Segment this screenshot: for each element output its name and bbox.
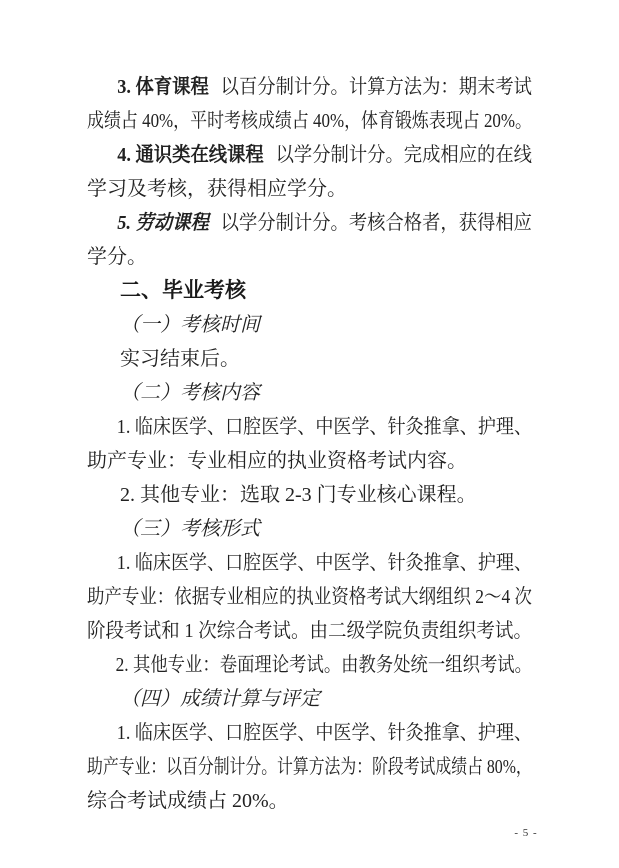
line-text: 以百分制计分。计算方法为：期末考试 [220, 76, 533, 98]
paragraph-line: 1. 临床医学、口腔医学、中医学、针灸推拿、护理、 [116, 416, 532, 438]
paragraph-line [87, 70, 533, 104]
paragraph-line: 学分。 [87, 246, 147, 268]
paragraph-line: 助产专业：以百分制计分。计算方法为：阶段考试成绩占 80%， [87, 756, 532, 778]
paragraph-line: 1. 临床医学、口腔医学、中医学、针灸推拿、护理、 [116, 552, 532, 574]
course-title-labor: 5. 劳动课程 [117, 212, 209, 234]
paragraph-line: 2. 其他专业：卷面理论考试。由教务处统一组织考试。 [115, 654, 532, 676]
paragraph-line: 实习结束后。 [120, 348, 240, 370]
paragraph-line: 1. 临床医学、口腔医学、中医学、针灸推拿、护理、 [116, 722, 532, 744]
subsection-heading-grading: （四）成绩计算与评定 [120, 688, 320, 710]
subsection-heading-content: （二）考核内容 [120, 382, 260, 404]
course-title-pe: 3. 体育课程 [117, 76, 209, 98]
paragraph-line: 综合考试成绩占 20%。 [87, 790, 289, 812]
subsection-heading-form: （三）考核形式 [120, 518, 260, 540]
paragraph-line: 成绩占 40%，平时考核成绩占 40%，体育锻炼表现占 20%。 [87, 110, 532, 132]
paragraph-line: 2. 其他专业：选取 2-3 门专业核心课程。 [120, 484, 477, 506]
paragraph-line [87, 206, 533, 240]
paragraph-line: 助产专业：专业相应的执业资格考试内容。 [87, 450, 467, 472]
section-heading-graduation: 二、毕业考核 [120, 279, 246, 302]
paragraph-line: 学习及考核，获得相应学分。 [87, 178, 347, 200]
subsection-heading-time: （一）考核时间 [120, 314, 260, 336]
paragraph-line [87, 138, 532, 172]
course-title-online: 4. 通识类在线课程 [117, 144, 264, 166]
page-number: - 5 - [514, 827, 538, 839]
line-text: 以学分制计分。完成相应的在线 [275, 144, 532, 166]
line-text: 以学分制计分。考核合格者，获得相应 [220, 212, 533, 234]
paragraph-line: 助产专业：依据专业相应的执业资格考试大纲组织 2～4 次 [87, 586, 532, 608]
document-body [87, 70, 532, 818]
paragraph-line: 阶段考试和 1 次综合考试。由二级学院负责组织考试。 [87, 620, 532, 642]
